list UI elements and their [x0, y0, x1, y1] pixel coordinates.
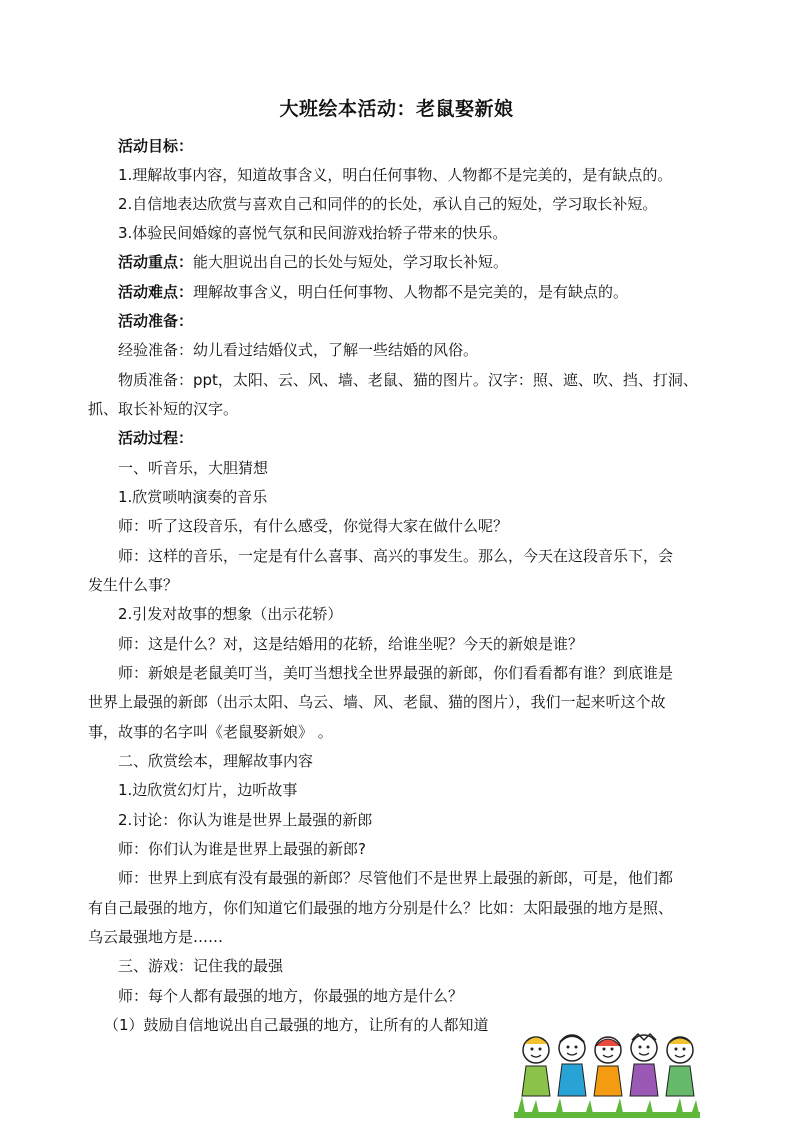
paragraph-line: 1.边欣赏幻灯片，边听故事 [118, 781, 298, 799]
paragraph-line: 师：新娘是老鼠美叮当，美叮当想找全世界最强的新郎，你们看看都有谁？到底谁是 [118, 664, 674, 682]
paragraph-line: 三、游戏：记住我的最强 [118, 957, 284, 975]
section-heading: 活动过程： [118, 429, 194, 447]
paragraph-line: 乌云最强地方是…… [88, 928, 224, 946]
paragraph-line: 师：每个人都有最强的地方，你最强的地方是什么？ [118, 987, 464, 1005]
paragraph-line: 发生什么事？ [88, 576, 179, 594]
section-heading: 活动目标： [118, 137, 194, 155]
paragraph-line: 一、听音乐，大胆猜想 [118, 459, 269, 477]
children-illustration-icon [514, 1026, 700, 1118]
paragraph-line: 抓、取长补短的汉字。 [88, 400, 239, 418]
paragraph-line: （1）鼓励自信地说出自己最强的地方，让所有的人都知道 [104, 1016, 489, 1034]
paragraph-line: 师：你们认为谁是世界上最强的新郎? [118, 840, 366, 858]
paragraph-line: 师：这样的音乐，一定是有什么喜事、高兴的事发生。那么，今天在这段音乐下，会 [118, 547, 674, 565]
paragraph-line: 师：听了这段音乐，有什么感受，你觉得大家在做什么呢？ [118, 517, 509, 535]
paragraph-line: 2.自信地表达欣赏与喜欢自己和同伴的的长处，承认自己的短处，学习取长补短。 [118, 195, 658, 213]
paragraph-line: 活动重点：能大胆说出自己的长处与短处，学习取长补短。 [118, 253, 509, 271]
paragraph-line: 2.讨论：你认为谁是世界上最强的新郎 [118, 811, 373, 829]
section-heading: 活动准备： [118, 312, 194, 330]
paragraph-line: 师：这是什么？对，这是结婚用的花轿，给谁坐呢？今天的新娘是谁？ [118, 635, 584, 653]
paragraph-line: 1.欣赏唢呐演奏的音乐 [118, 488, 268, 506]
paragraph-line: 师：世界上到底有没有最强的新郎？尽管他们不是世界上最强的新郎，可是，他们都 [118, 869, 674, 887]
paragraph-line: 经验准备：幼儿看过结婚仪式，了解一些结婚的风俗。 [118, 341, 479, 359]
paragraph-line: 事，故事的名字叫《老鼠娶新娘》 。 [88, 723, 333, 741]
paragraph-line: 二、欣赏绘本，理解故事内容 [118, 752, 314, 770]
paragraph-line: 有自己最强的地方，你们知道它们最强的地方分别是什么？比如：太阳最强的地方是照、 [88, 899, 674, 917]
paragraph-line: 活动难点：理解故事含义，明白任何事物、人物都不是完美的，是有缺点的。 [118, 283, 629, 301]
paragraph-line: 物质准备：ppt，太阳、云、风、墙、老鼠、猫的图片。汉字：照、遮、吹、挡、打洞、 [118, 371, 698, 389]
paragraph-line: 2.引发对故事的想象（出示花轿） [118, 605, 343, 623]
paragraph-line: 世界上最强的新郎（出示太阳、乌云、墙、风、老鼠、猫的图片），我们一起来听这个故 [88, 693, 666, 711]
paragraph-line: 3.体验民间婚嫁的喜悦气氛和民间游戏抬轿子带来的快乐。 [118, 224, 508, 242]
page-title: 大班绘本活动：老鼠娶新娘 [279, 98, 514, 120]
paragraph-line: 1.理解故事内容，知道故事含义，明白任何事物、人物都不是完美的，是有缺点的。 [118, 166, 673, 184]
